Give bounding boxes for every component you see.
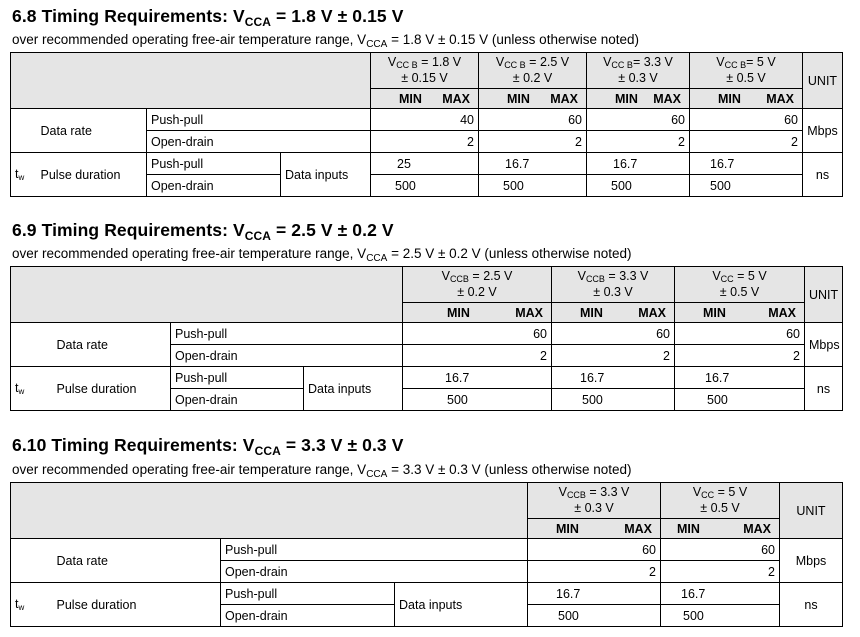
condition-label: Push-pull	[171, 367, 304, 389]
section-6-10	[0, 428, 860, 637]
table-row	[11, 367, 843, 389]
value-cell: 60	[479, 109, 587, 131]
value-cell: 2	[675, 345, 805, 367]
input-label: Data inputs	[395, 583, 528, 627]
unit-header: UNIT	[803, 53, 843, 109]
section-subtitle: over recommended operating free-air temperature range, $V_{CCA} = 2.5$ V ± 0.2 V (unless otherwise noted)	[12, 246, 632, 264]
value-cell: 500	[587, 175, 690, 197]
condition-label: Open-drain	[221, 605, 395, 627]
column-header: $V_{CC} = 5$ V ± 0.5 V	[675, 267, 805, 303]
min-max-header: MIN MAX	[371, 89, 479, 109]
value-cell: 16.7	[552, 367, 675, 389]
condition-label: Push-pull	[221, 539, 528, 561]
value-cell: 16.7	[528, 583, 661, 605]
parameter-label: Data rate	[53, 539, 221, 583]
symbol-cell: $t_w$	[11, 153, 37, 197]
column-header: $V_{CC B}= 5$ V ± 0.5 V	[690, 53, 803, 89]
parameter-label: Pulse duration	[37, 153, 147, 197]
column-header: $V_{CCB} = 2.5$ V ± 0.2 V	[403, 267, 552, 303]
section-subtitle: over recommended operating free-air temperature range, $V_{CCA} = 1.8$ V ± 0.15 V (unless otherwise noted)	[12, 32, 639, 50]
condition-label: Open-drain	[147, 131, 371, 153]
condition-label: Push-pull	[147, 153, 281, 175]
section-title: 6.10 Timing Requirements: $V_{CCA} = 3.3$ V ± 0.3 V	[12, 435, 404, 458]
value-cell: 16.7	[675, 367, 805, 389]
value-cell: 2	[403, 345, 552, 367]
unit-header: UNIT	[780, 483, 843, 539]
unit-cell: ns	[805, 367, 843, 411]
parameter-label: Pulse duration	[53, 583, 221, 627]
value-cell: 60	[403, 323, 552, 345]
value-cell: 60	[552, 323, 675, 345]
value-cell: 60	[690, 109, 803, 131]
column-header: $V_{CCB} = 3.3$ V ± 0.3 V	[552, 267, 675, 303]
value-cell: 25	[371, 153, 479, 175]
parameter-label: Data rate	[53, 323, 171, 367]
unit-cell: Mbps	[803, 109, 843, 153]
value-cell: 2	[371, 131, 479, 153]
min-max-header: MIN MAX	[587, 89, 690, 109]
timing-table	[10, 266, 843, 411]
unit-header: UNIT	[805, 267, 843, 323]
value-cell: 2	[479, 131, 587, 153]
section-title: 6.8 Timing Requirements: $V_{CCA} = 1.8$ V ± 0.15 V	[12, 6, 404, 29]
column-header: $V_{CC B} = 2.5$ V ± 0.2 V	[479, 53, 587, 89]
value-cell: 2	[587, 131, 690, 153]
min-max-header: MIN MAX	[690, 89, 803, 109]
column-header: $V_{CC B} = 1.8$ V ± 0.15 V	[371, 53, 479, 89]
section-6-8	[0, 0, 860, 214]
value-cell: 60	[661, 539, 780, 561]
value-cell: 500	[552, 389, 675, 411]
value-cell: 500	[403, 389, 552, 411]
table-row	[11, 153, 843, 175]
value-cell: 500	[479, 175, 587, 197]
min-max-header: MIN MAX	[479, 89, 587, 109]
value-cell: 2	[552, 345, 675, 367]
unit-cell: Mbps	[780, 539, 843, 583]
section-6-9	[0, 214, 860, 428]
min-max-header: MIN MAX	[675, 303, 805, 323]
table-row	[11, 323, 843, 345]
min-max-header: MIN MAX	[403, 303, 552, 323]
min-max-header: MIN MAX	[661, 519, 780, 539]
header-blank	[11, 267, 403, 323]
condition-label: Open-drain	[147, 175, 281, 197]
value-cell: 40	[371, 109, 479, 131]
column-header: $V_{CCB} = 3.3$ V ± 0.3 V	[528, 483, 661, 519]
symbol-cell: $t_w$	[11, 583, 53, 627]
timing-table	[10, 52, 843, 197]
symbol-cell	[11, 109, 37, 153]
condition-label: Push-pull	[221, 583, 395, 605]
value-cell: 500	[528, 605, 661, 627]
value-cell: 16.7	[479, 153, 587, 175]
min-max-header: MIN MAX	[552, 303, 675, 323]
value-cell: 500	[675, 389, 805, 411]
symbol-cell	[11, 323, 53, 367]
table-row	[11, 583, 843, 605]
table-row	[11, 109, 843, 131]
condition-label: Open-drain	[221, 561, 528, 583]
value-cell: 2	[690, 131, 803, 153]
section-subtitle: over recommended operating free-air temperature range, $V_{CCA} = 3.3$ V ± 0.3 V (unless otherwise noted)	[12, 462, 632, 480]
input-label: Data inputs	[304, 367, 403, 411]
min-max-header: MIN MAX	[528, 519, 661, 539]
symbol-cell: $t_w$	[11, 367, 53, 411]
condition-label: Push-pull	[147, 109, 371, 131]
unit-cell: ns	[780, 583, 843, 627]
value-cell: 60	[675, 323, 805, 345]
value-cell: 500	[690, 175, 803, 197]
parameter-label: Pulse duration	[53, 367, 171, 411]
value-cell: 60	[528, 539, 661, 561]
table-row	[11, 539, 843, 561]
unit-cell: Mbps	[805, 323, 843, 367]
value-cell: 2	[661, 561, 780, 583]
section-title: 6.9 Timing Requirements: $V_{CCA} = 2.5$ V ± 0.2 V	[12, 220, 394, 243]
condition-label: Open-drain	[171, 345, 403, 367]
column-header: $V_{CC B}= 3.3$ V ± 0.3 V	[587, 53, 690, 89]
timing-table	[10, 482, 843, 627]
unit-cell: ns	[803, 153, 843, 197]
condition-label: Open-drain	[171, 389, 304, 411]
parameter-label: Data rate	[37, 109, 147, 153]
header-blank	[11, 483, 528, 539]
column-header: $V_{CC} = 5$ V ± 0.5 V	[661, 483, 780, 519]
condition-label: Push-pull	[171, 323, 403, 345]
value-cell: 16.7	[690, 153, 803, 175]
value-cell: 16.7	[403, 367, 552, 389]
value-cell: 16.7	[661, 583, 780, 605]
header-blank	[11, 53, 371, 109]
value-cell: 500	[661, 605, 780, 627]
value-cell: 2	[528, 561, 661, 583]
value-cell: 16.7	[587, 153, 690, 175]
symbol-cell	[11, 539, 53, 583]
value-cell: 60	[587, 109, 690, 131]
value-cell: 500	[371, 175, 479, 197]
input-label: Data inputs	[281, 153, 371, 197]
